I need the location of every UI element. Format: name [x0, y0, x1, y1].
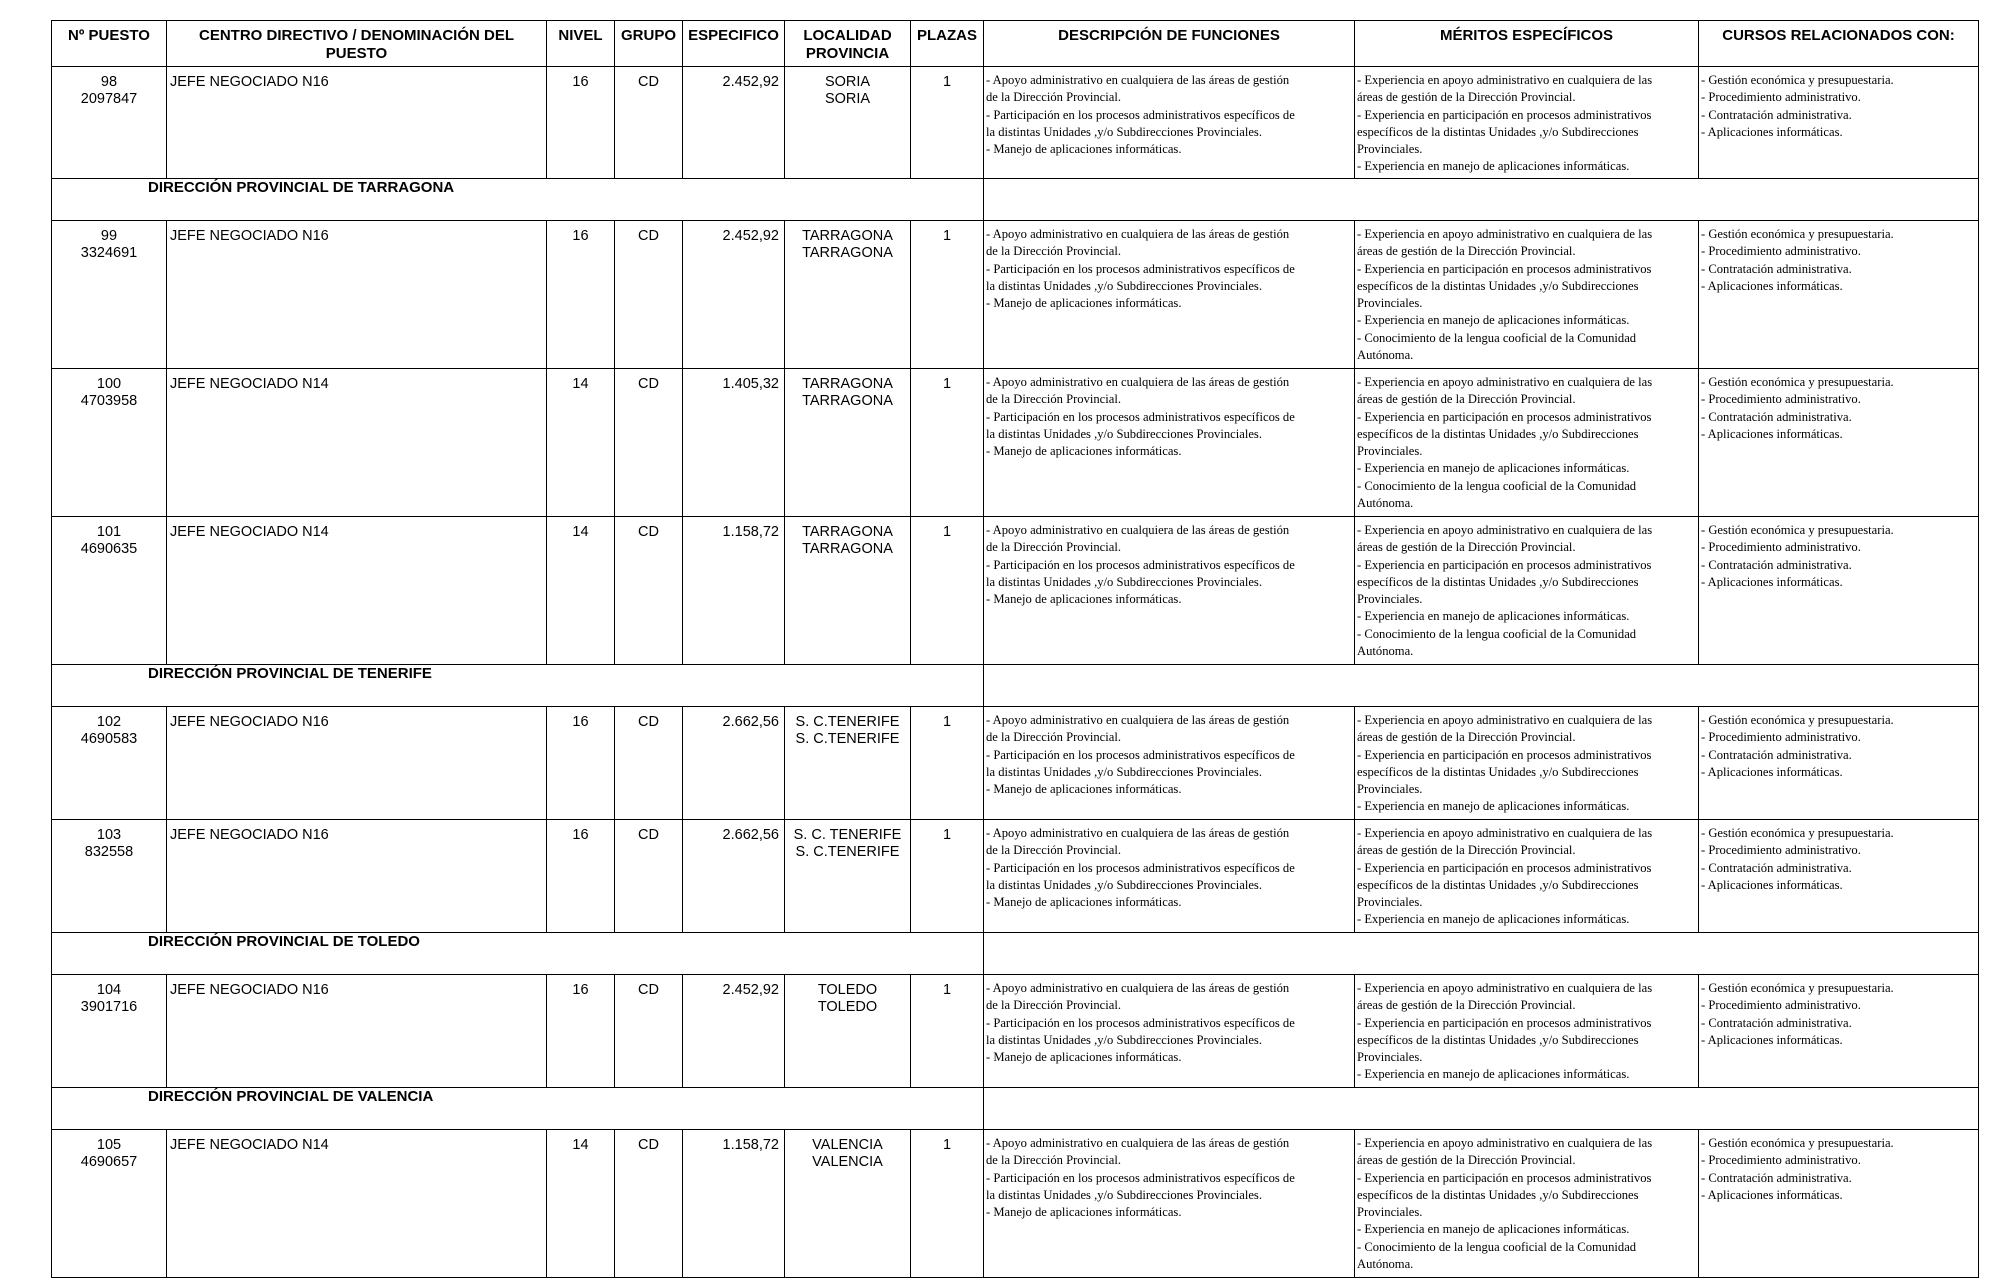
funcion-line: de la Dirección Provincial.: [986, 730, 1121, 745]
cursos-cell: [1699, 820, 1979, 933]
puesto-nivel: 14: [547, 517, 615, 665]
meritos-cell: [1355, 369, 1699, 517]
puesto-plazas: 1: [911, 221, 984, 369]
curso-line: - Aplicaciones informáticas.: [1701, 278, 1843, 293]
puesto-number: 100: [96, 376, 122, 392]
merito-line: - Experiencia en apoyo administrativo en cualquiera de las: [1357, 713, 1653, 727]
merito-line: - Experiencia en manejo de aplicaciones informáticas.: [1357, 1067, 1630, 1082]
curso-line: - Gestión económica y presupuestaria.: [1701, 73, 1894, 87]
puesto-nivel: 16: [547, 67, 615, 179]
curso-line: - Aplicaciones informáticas.: [1701, 426, 1843, 441]
puesto-localidad: SORIA: [824, 74, 871, 90]
funcion-line: la distintas Unidades ,y/o Subdirecciones Provinciales.: [986, 877, 1262, 892]
puesto-code: 4690657: [80, 1154, 138, 1170]
merito-line: específicos de la distintas Unidades ,y/o Subdirecciones: [1357, 1187, 1639, 1202]
puesto-especifico: 2.662,56: [683, 820, 785, 933]
curso-line: - Procedimiento administrativo.: [1701, 730, 1861, 745]
puesto-nivel: 16: [547, 221, 615, 369]
puesto-grupo: CD: [615, 975, 683, 1088]
curso-line: - Gestión económica y presupuestaria.: [1701, 227, 1894, 241]
merito-line: áreas de gestión de la Dirección Provincial.: [1357, 392, 1576, 407]
puesto-plazas: 1: [911, 820, 984, 933]
table-row: [52, 975, 1979, 1088]
header-provincia: PROVINCIA: [805, 45, 890, 62]
puesto-localidad-cell: [785, 517, 911, 665]
merito-line: - Experiencia en apoyo administrativo en cualquiera de las: [1357, 523, 1653, 537]
puesto-localidad: TARRAGONA: [802, 228, 893, 244]
funcion-line: de la Dirección Provincial.: [986, 244, 1121, 259]
funcion-line: - Apoyo administrativo en cualquiera de las áreas de gestión: [986, 375, 1290, 389]
cursos-cell: [1699, 707, 1979, 820]
puesto-localidad-cell: [785, 1130, 911, 1278]
puesto-number: 103: [96, 827, 122, 843]
merito-line: Autónoma.: [1357, 496, 1414, 511]
curso-line: - Contratación administrativa.: [1701, 1170, 1852, 1185]
puesto-code: 3901716: [80, 999, 138, 1015]
puesto-code: 4690635: [80, 541, 138, 557]
curso-line: - Procedimiento administrativo.: [1701, 90, 1861, 105]
funcion-line: de la Dirección Provincial.: [986, 1153, 1121, 1168]
puesto-especifico: 2.452,92: [683, 975, 785, 1088]
curso-line: - Aplicaciones informáticas.: [1701, 574, 1843, 589]
funcion-line: la distintas Unidades ,y/o Subdirecciones Provinciales.: [986, 1187, 1262, 1202]
puesto-name: JEFE NEGOCIADO N14: [167, 517, 547, 665]
curso-line: - Contratación administrativa.: [1701, 860, 1852, 875]
puesto-number-cell: [52, 221, 167, 369]
funcion-line: la distintas Unidades ,y/o Subdirecciones Provinciales.: [986, 764, 1262, 779]
merito-line: Provinciales.: [1357, 444, 1423, 459]
puesto-nivel: 14: [547, 1130, 615, 1278]
merito-line: - Experiencia en manejo de aplicaciones informáticas.: [1357, 1222, 1630, 1237]
merito-line: Autónoma.: [1357, 1257, 1414, 1272]
header-grupo: GRUPO: [615, 21, 683, 67]
funcion-line: - Participación en los procesos administrativos específicos de: [986, 1015, 1295, 1030]
puesto-localidad: TARRAGONA: [802, 376, 893, 392]
table-row: [52, 820, 1979, 933]
puestos-table: [51, 20, 1979, 1278]
puesto-code: 3324691: [80, 245, 138, 261]
merito-line: Provinciales.: [1357, 1050, 1423, 1065]
funcion-line: - Manejo de aplicaciones informáticas.: [986, 782, 1182, 797]
funciones-cell: [984, 820, 1355, 933]
funcion-line: - Participación en los procesos administrativos específicos de: [986, 261, 1295, 276]
funciones-cell: [984, 221, 1355, 369]
funcion-line: - Apoyo administrativo en cualquiera de las áreas de gestión: [986, 713, 1290, 727]
puesto-code: 4690583: [80, 731, 138, 747]
puesto-code: 2097847: [80, 91, 138, 107]
header-plazas: PLAZAS: [911, 21, 984, 67]
funcion-line: - Manejo de aplicaciones informáticas.: [986, 1050, 1182, 1065]
section-row: [52, 1088, 1979, 1130]
section-title: DIRECCIÓN PROVINCIAL DE TENERIFE: [52, 665, 984, 707]
merito-line: - Experiencia en apoyo administrativo en cualquiera de las: [1357, 826, 1653, 840]
merito-line: - Experiencia en apoyo administrativo en cualquiera de las: [1357, 1136, 1653, 1150]
puesto-number-cell: [52, 820, 167, 933]
puesto-localidad-cell: [785, 820, 911, 933]
puesto-number: 99: [100, 228, 118, 244]
merito-line: específicos de la distintas Unidades ,y/o Subdirecciones: [1357, 124, 1639, 139]
table-row: [52, 67, 1979, 179]
curso-line: - Aplicaciones informáticas.: [1701, 877, 1843, 892]
funcion-line: - Manejo de aplicaciones informáticas.: [986, 444, 1182, 459]
header-cursos: CURSOS RELACIONADOS CON:: [1699, 21, 1979, 67]
puesto-especifico: 2.662,56: [683, 707, 785, 820]
merito-line: - Experiencia en participación en procesos administrativos: [1357, 107, 1652, 122]
puesto-localidad: S. C.TENERIFE: [795, 714, 900, 730]
table-row: [52, 221, 1979, 369]
merito-line: - Experiencia en manejo de aplicaciones informáticas.: [1357, 912, 1630, 927]
curso-line: - Procedimiento administrativo.: [1701, 843, 1861, 858]
curso-line: - Gestión económica y presupuestaria.: [1701, 1136, 1894, 1150]
puesto-provincia: VALENCIA: [812, 1154, 883, 1170]
merito-line: - Experiencia en participación en procesos administrativos: [1357, 409, 1652, 424]
funcion-line: de la Dirección Provincial.: [986, 392, 1121, 407]
merito-line: áreas de gestión de la Dirección Provincial.: [1357, 244, 1576, 259]
puesto-nivel: 16: [547, 820, 615, 933]
merito-line: específicos de la distintas Unidades ,y/o Subdirecciones: [1357, 278, 1639, 293]
merito-line: Provinciales.: [1357, 592, 1423, 607]
curso-line: - Aplicaciones informáticas.: [1701, 764, 1843, 779]
funcion-line: - Participación en los procesos administrativos específicos de: [986, 1170, 1295, 1185]
curso-line: - Contratación administrativa.: [1701, 747, 1852, 762]
puesto-plazas: 1: [911, 369, 984, 517]
puesto-localidad: S. C. TENERIFE: [793, 827, 902, 843]
merito-line: - Conocimiento de la lengua cooficial de la Comunidad: [1357, 1239, 1637, 1254]
section-title: DIRECCIÓN PROVINCIAL DE TARRAGONA: [52, 179, 984, 221]
funciones-cell: [984, 517, 1355, 665]
header-nivel: NIVEL: [547, 21, 615, 67]
cursos-cell: [1699, 67, 1979, 179]
merito-line: específicos de la distintas Unidades ,y/o Subdirecciones: [1357, 764, 1639, 779]
puesto-especifico: 2.452,92: [683, 221, 785, 369]
puesto-name: JEFE NEGOCIADO N16: [167, 67, 547, 179]
puesto-localidad: TOLEDO: [817, 982, 878, 998]
funcion-line: - Manejo de aplicaciones informáticas.: [986, 592, 1182, 607]
curso-line: - Aplicaciones informáticas.: [1701, 124, 1843, 139]
merito-line: específicos de la distintas Unidades ,y/o Subdirecciones: [1357, 574, 1639, 589]
funcion-line: - Participación en los procesos administrativos específicos de: [986, 107, 1295, 122]
funcion-line: - Apoyo administrativo en cualquiera de las áreas de gestión: [986, 1136, 1290, 1150]
puesto-grupo: CD: [615, 517, 683, 665]
merito-line: áreas de gestión de la Dirección Provincial.: [1357, 1153, 1576, 1168]
section-row: [52, 179, 1979, 221]
funcion-line: - Participación en los procesos administrativos específicos de: [986, 557, 1295, 572]
puesto-nivel: 16: [547, 975, 615, 1088]
puesto-nivel: 16: [547, 707, 615, 820]
puesto-plazas: 1: [911, 707, 984, 820]
cursos-cell: [1699, 221, 1979, 369]
merito-line: áreas de gestión de la Dirección Provincial.: [1357, 998, 1576, 1013]
puesto-especifico: 1.158,72: [683, 517, 785, 665]
puesto-provincia: TOLEDO: [817, 999, 878, 1015]
section-spacer: [984, 179, 1979, 221]
puesto-localidad: TARRAGONA: [802, 524, 893, 540]
funcion-line: - Manejo de aplicaciones informáticas.: [986, 895, 1182, 910]
header-especifico: ESPECIFICO: [683, 21, 785, 67]
funcion-line: - Manejo de aplicaciones informáticas.: [986, 142, 1182, 157]
merito-line: - Experiencia en participación en procesos administrativos: [1357, 557, 1652, 572]
funcion-line: la distintas Unidades ,y/o Subdirecciones Provinciales.: [986, 278, 1262, 293]
puesto-number-cell: [52, 975, 167, 1088]
puesto-name: JEFE NEGOCIADO N14: [167, 369, 547, 517]
merito-line: - Conocimiento de la lengua cooficial de la Comunidad: [1357, 478, 1637, 493]
puesto-provincia: S. C.TENERIFE: [795, 844, 900, 860]
funcion-line: la distintas Unidades ,y/o Subdirecciones Provinciales.: [986, 574, 1262, 589]
funcion-line: de la Dirección Provincial.: [986, 90, 1121, 105]
puesto-localidad-cell: [785, 221, 911, 369]
merito-line: - Experiencia en participación en procesos administrativos: [1357, 747, 1652, 762]
section-title: DIRECCIÓN PROVINCIAL DE VALENCIA: [52, 1088, 984, 1130]
curso-line: - Contratación administrativa.: [1701, 1015, 1852, 1030]
puesto-especifico: 1.405,32: [683, 369, 785, 517]
cursos-cell: [1699, 1130, 1979, 1278]
curso-line: - Contratación administrativa.: [1701, 107, 1852, 122]
header-row: [52, 21, 1979, 67]
section-spacer: [984, 665, 1979, 707]
puesto-number-cell: [52, 369, 167, 517]
puesto-grupo: CD: [615, 221, 683, 369]
curso-line: - Aplicaciones informáticas.: [1701, 1032, 1843, 1047]
curso-line: - Contratación administrativa.: [1701, 409, 1852, 424]
merito-line: Provinciales.: [1357, 142, 1423, 157]
merito-line: Autónoma.: [1357, 644, 1414, 659]
section-row: [52, 933, 1979, 975]
funcion-line: - Manejo de aplicaciones informáticas.: [986, 296, 1182, 311]
merito-line: Provinciales.: [1357, 1205, 1423, 1220]
funcion-line: la distintas Unidades ,y/o Subdirecciones Provinciales.: [986, 426, 1262, 441]
puesto-number-cell: [52, 67, 167, 179]
document-page: [51, 20, 1978, 1277]
puesto-provincia: TARRAGONA: [802, 245, 893, 261]
funcion-line: la distintas Unidades ,y/o Subdirecciones Provinciales.: [986, 124, 1262, 139]
merito-line: - Experiencia en participación en procesos administrativos: [1357, 860, 1652, 875]
curso-line: - Contratación administrativa.: [1701, 557, 1852, 572]
puesto-plazas: 1: [911, 1130, 984, 1278]
puesto-number: 105: [96, 1137, 122, 1153]
curso-line: - Gestión económica y presupuestaria.: [1701, 981, 1894, 995]
section-row: [52, 665, 1979, 707]
puesto-especifico: 2.452,92: [683, 67, 785, 179]
merito-line: - Experiencia en participación en procesos administrativos: [1357, 1015, 1652, 1030]
puesto-plazas: 1: [911, 975, 984, 1088]
header-localidad-provincia: [785, 21, 911, 67]
cursos-cell: [1699, 517, 1979, 665]
cursos-cell: [1699, 975, 1979, 1088]
merito-line: - Experiencia en manejo de aplicaciones informáticas.: [1357, 799, 1630, 814]
meritos-cell: [1355, 517, 1699, 665]
puesto-plazas: 1: [911, 67, 984, 179]
curso-line: - Procedimiento administrativo.: [1701, 540, 1861, 555]
puesto-grupo: CD: [615, 1130, 683, 1278]
section-title: DIRECCIÓN PROVINCIAL DE TOLEDO: [52, 933, 984, 975]
puesto-provincia: S. C.TENERIFE: [795, 731, 900, 747]
curso-line: - Gestión económica y presupuestaria.: [1701, 713, 1894, 727]
puesto-name: JEFE NEGOCIADO N16: [167, 820, 547, 933]
table-row: [52, 1130, 1979, 1278]
meritos-cell: [1355, 707, 1699, 820]
funcion-line: - Participación en los procesos administrativos específicos de: [986, 409, 1295, 424]
table-row: [52, 369, 1979, 517]
funciones-cell: [984, 975, 1355, 1088]
header-meritos: MÉRITOS ESPECÍFICOS: [1355, 21, 1699, 67]
header-localidad: LOCALIDAD: [803, 27, 892, 44]
curso-line: - Gestión económica y presupuestaria.: [1701, 826, 1894, 840]
curso-line: - Procedimiento administrativo.: [1701, 1153, 1861, 1168]
funcion-line: la distintas Unidades ,y/o Subdirecciones Provinciales.: [986, 1032, 1262, 1047]
merito-line: - Conocimiento de la lengua cooficial de la Comunidad: [1357, 330, 1637, 345]
merito-line: - Experiencia en manejo de aplicaciones informáticas.: [1357, 313, 1630, 328]
puesto-number-cell: [52, 707, 167, 820]
section-spacer: [984, 933, 1979, 975]
puesto-grupo: CD: [615, 67, 683, 179]
funciones-cell: [984, 707, 1355, 820]
puesto-number: 102: [96, 714, 122, 730]
puesto-number-cell: [52, 517, 167, 665]
header-descripcion: DESCRIPCIÓN DE FUNCIONES: [984, 21, 1355, 67]
merito-line: - Experiencia en apoyo administrativo en cualquiera de las: [1357, 375, 1653, 389]
merito-line: - Experiencia en manejo de aplicaciones informáticas.: [1357, 461, 1630, 476]
curso-line: - Gestión económica y presupuestaria.: [1701, 375, 1894, 389]
curso-line: - Procedimiento administrativo.: [1701, 244, 1861, 259]
merito-line: - Experiencia en manejo de aplicaciones informáticas.: [1357, 609, 1630, 624]
funciones-cell: [984, 67, 1355, 179]
puesto-localidad-cell: [785, 707, 911, 820]
section-spacer: [984, 1088, 1979, 1130]
puesto-name: JEFE NEGOCIADO N16: [167, 975, 547, 1088]
puesto-name: JEFE NEGOCIADO N16: [167, 707, 547, 820]
merito-line: - Experiencia en participación en procesos administrativos: [1357, 261, 1652, 276]
merito-line: áreas de gestión de la Dirección Provincial.: [1357, 730, 1576, 745]
merito-line: Provinciales.: [1357, 782, 1423, 797]
meritos-cell: [1355, 1130, 1699, 1278]
meritos-cell: [1355, 67, 1699, 179]
puesto-nivel: 14: [547, 369, 615, 517]
curso-line: - Gestión económica y presupuestaria.: [1701, 523, 1894, 537]
merito-line: - Experiencia en manejo de aplicaciones informáticas.: [1357, 159, 1630, 174]
funcion-line: de la Dirección Provincial.: [986, 540, 1121, 555]
merito-line: - Experiencia en participación en procesos administrativos: [1357, 1170, 1652, 1185]
cursos-cell: [1699, 369, 1979, 517]
header-centro: CENTRO DIRECTIVO / DENOMINACIÓN DEL PUESTO: [167, 21, 547, 67]
curso-line: - Contratación administrativa.: [1701, 261, 1852, 276]
merito-line: específicos de la distintas Unidades ,y/o Subdirecciones: [1357, 426, 1639, 441]
header-num: Nº PUESTO: [52, 21, 167, 67]
funciones-cell: [984, 369, 1355, 517]
funcion-line: de la Dirección Provincial.: [986, 998, 1121, 1013]
puesto-provincia: TARRAGONA: [802, 393, 893, 409]
puesto-number: 101: [96, 524, 122, 540]
merito-line: específicos de la distintas Unidades ,y/o Subdirecciones: [1357, 877, 1639, 892]
puesto-localidad-cell: [785, 369, 911, 517]
puesto-localidad-cell: [785, 975, 911, 1088]
funcion-line: - Manejo de aplicaciones informáticas.: [986, 1205, 1182, 1220]
funcion-line: - Apoyo administrativo en cualquiera de las áreas de gestión: [986, 981, 1290, 995]
curso-line: - Aplicaciones informáticas.: [1701, 1187, 1843, 1202]
puesto-number-cell: [52, 1130, 167, 1278]
puesto-localidad: VALENCIA: [812, 1137, 883, 1153]
table-row: [52, 707, 1979, 820]
puesto-localidad-cell: [785, 67, 911, 179]
merito-line: áreas de gestión de la Dirección Provincial.: [1357, 540, 1576, 555]
funcion-line: de la Dirección Provincial.: [986, 843, 1121, 858]
meritos-cell: [1355, 975, 1699, 1088]
puesto-provincia: SORIA: [824, 91, 871, 107]
merito-line: - Conocimiento de la lengua cooficial de la Comunidad: [1357, 626, 1637, 641]
merito-line: - Experiencia en apoyo administrativo en cualquiera de las: [1357, 981, 1653, 995]
puesto-provincia: TARRAGONA: [802, 541, 893, 557]
merito-line: específicos de la distintas Unidades ,y/o Subdirecciones: [1357, 1032, 1639, 1047]
puesto-especifico: 1.158,72: [683, 1130, 785, 1278]
curso-line: - Procedimiento administrativo.: [1701, 998, 1861, 1013]
puesto-grupo: CD: [615, 369, 683, 517]
merito-line: áreas de gestión de la Dirección Provincial.: [1357, 90, 1576, 105]
merito-line: Autónoma.: [1357, 348, 1414, 363]
funcion-line: - Apoyo administrativo en cualquiera de las áreas de gestión: [986, 826, 1290, 840]
puesto-number: 98: [100, 74, 118, 90]
table-row: [52, 517, 1979, 665]
funciones-cell: [984, 1130, 1355, 1278]
merito-line: - Experiencia en apoyo administrativo en cualquiera de las: [1357, 73, 1653, 87]
merito-line: - Experiencia en apoyo administrativo en cualquiera de las: [1357, 227, 1653, 241]
funcion-line: - Apoyo administrativo en cualquiera de las áreas de gestión: [986, 73, 1290, 87]
merito-line: Provinciales.: [1357, 296, 1423, 311]
puesto-number: 104: [96, 982, 122, 998]
puesto-grupo: CD: [615, 707, 683, 820]
puesto-plazas: 1: [911, 517, 984, 665]
meritos-cell: [1355, 221, 1699, 369]
puesto-name: JEFE NEGOCIADO N14: [167, 1130, 547, 1278]
funcion-line: - Participación en los procesos administrativos específicos de: [986, 747, 1295, 762]
puesto-name: JEFE NEGOCIADO N16: [167, 221, 547, 369]
funcion-line: - Participación en los procesos administrativos específicos de: [986, 860, 1295, 875]
puesto-grupo: CD: [615, 820, 683, 933]
merito-line: Provinciales.: [1357, 895, 1423, 910]
merito-line: áreas de gestión de la Dirección Provincial.: [1357, 843, 1576, 858]
funcion-line: - Apoyo administrativo en cualquiera de las áreas de gestión: [986, 227, 1290, 241]
meritos-cell: [1355, 820, 1699, 933]
puesto-code: 832558: [84, 844, 134, 860]
puesto-code: 4703958: [80, 393, 138, 409]
curso-line: - Procedimiento administrativo.: [1701, 392, 1861, 407]
funcion-line: - Apoyo administrativo en cualquiera de las áreas de gestión: [986, 523, 1290, 537]
